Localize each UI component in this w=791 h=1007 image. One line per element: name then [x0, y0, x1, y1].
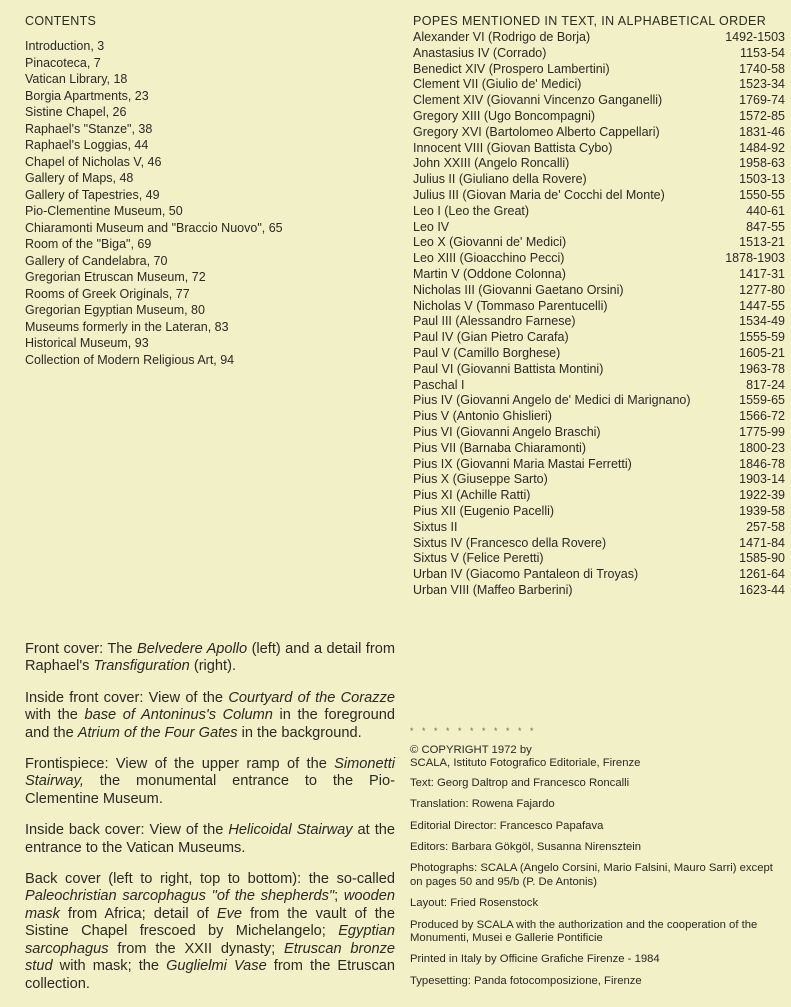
- pope-years: 1277-80: [739, 282, 785, 297]
- pope-name: Paul III (Alessandro Farnese): [413, 314, 576, 329]
- pope-row: [413, 188, 785, 204]
- pope-years: 1623-44: [739, 582, 785, 597]
- pope-years: 1550-55: [739, 187, 785, 202]
- pope-row: [413, 30, 785, 46]
- contents-item: Raphael's "Stanze", 38: [25, 121, 153, 136]
- pope-years: 1572-85: [739, 108, 785, 123]
- pope-years: 1555-59: [739, 330, 785, 345]
- caption-text: with mask; the: [52, 958, 167, 975]
- pope-name: Alexander VI (Rodrigo de Borja): [413, 30, 591, 44]
- caption-text: from the XXII dynasty;: [108, 940, 284, 957]
- contents-item: Chiaramonti Museum and "Braccio Nuovo", 65: [25, 220, 283, 235]
- contents-item: Rooms of Greek Originals, 77: [25, 286, 190, 301]
- pope-name: Clement VII (Giulio de' Medici): [413, 77, 582, 92]
- caption-text: (left) and a detail from Raphael's: [25, 641, 395, 675]
- italic-title: Guglielmi Vase: [166, 958, 267, 975]
- caption-text: Frontispiece: View of the upper ramp of the: [25, 756, 335, 773]
- pope-years: 1492-1503: [725, 30, 785, 44]
- italic-title: Helicoidal Stairway: [228, 822, 353, 839]
- credit-line: Photographs: SCALA (Angelo Corsini, Mario Falsini, Mauro Sarri) except on pages 50 and 95/b (P. De Antonis): [410, 862, 773, 888]
- pope-name: Gregory XVI (Bartolomeo Alberto Cappellari): [413, 124, 660, 139]
- credit-line: Editorial Director: Francesco Papafava: [410, 819, 604, 832]
- pope-years: 1523-34: [739, 77, 785, 92]
- pope-row: [413, 457, 785, 473]
- pope-name: Urban VIII (Maffeo Barberini): [413, 582, 573, 597]
- pope-row: [413, 567, 785, 583]
- pope-row: [413, 378, 785, 394]
- credit-line: Typesetting: Panda fotocomposizione, Firenze: [410, 974, 642, 987]
- popes-list: [413, 30, 785, 599]
- pope-row: [413, 551, 785, 567]
- contents-item: Gallery of Candelabra, 70: [25, 253, 168, 268]
- publisher-line: SCALA, Istituto Fotografico Editoriale, Firenze: [410, 757, 641, 770]
- caption-text: with the: [25, 707, 85, 724]
- pope-row: [413, 488, 785, 504]
- caption-text: Inside front cover: View of the: [25, 689, 229, 706]
- pope-name: Pius VI (Giovanni Angelo Braschi): [413, 424, 601, 439]
- pope-name: Leo IV: [413, 219, 450, 234]
- pope-years: 1513-21: [739, 235, 785, 250]
- pope-row: [413, 346, 785, 362]
- pope-years: 817-24: [746, 377, 785, 392]
- pope-years: 1740-58: [739, 61, 785, 76]
- cover-caption: [25, 822, 395, 857]
- pope-row: [413, 283, 785, 299]
- pope-name: Pius XII (Eugenio Pacelli): [413, 503, 555, 518]
- pope-name: Paul V (Camillo Borghese): [413, 345, 561, 360]
- italic-title: Transfiguration: [93, 658, 190, 675]
- pope-name: Pius VII (Barnaba Chiaramonti): [413, 440, 586, 455]
- pope-row: [413, 109, 785, 125]
- pope-years: 1585-90: [739, 551, 785, 566]
- pope-years: 1775-99: [739, 424, 785, 439]
- pope-years: 1846-78: [739, 456, 785, 471]
- pope-years: 440-61: [746, 203, 785, 218]
- pope-name: John XXIII (Angelo Roncalli): [413, 156, 570, 171]
- italic-title: base of Antoninus's Column: [84, 707, 273, 724]
- caption-text: Inside back cover: View of the: [25, 822, 229, 839]
- credit-line: Printed in Italy by Officine Grafiche Firenze - 1984: [410, 953, 660, 966]
- contents-item: Pinacoteca, 7: [25, 55, 101, 70]
- contents-item: Gregorian Etruscan Museum, 72: [25, 270, 206, 284]
- pope-years: 1878-1903: [725, 251, 785, 266]
- contents-title: CONTENTS: [25, 14, 97, 28]
- pope-name: Clement XIV (Giovanni Vincenzo Ganganelli): [413, 93, 663, 108]
- pope-name: Nicholas III (Giovanni Gaetano Orsini): [413, 282, 624, 297]
- pope-row: [413, 93, 785, 109]
- italic-title: Belvedere Apollo: [136, 641, 248, 657]
- copyright-line: © COPYRIGHT 1972 by: [410, 744, 532, 756]
- contents-item: Gallery of Maps, 48: [25, 171, 134, 185]
- pope-name: Leo X (Giovanni de' Medici): [413, 235, 567, 250]
- contents-item: Gregorian Egyptian Museum, 80: [25, 303, 205, 317]
- pope-years: 1939-58: [739, 503, 785, 518]
- pope-name: Urban IV (Giacomo Pantaleon di Troyas): [413, 567, 639, 582]
- pope-years: 1922-39: [739, 488, 785, 503]
- caption-text: in the foreground and the: [25, 707, 395, 741]
- caption-text: at the entrance to the Vatican Museums.: [25, 822, 395, 856]
- pope-years: 1566-72: [739, 409, 785, 424]
- cover-caption: [25, 871, 395, 993]
- pope-name: Pius X (Giuseppe Sarto): [413, 472, 548, 487]
- contents-item: Collection of Modern Religious Art, 94: [25, 352, 235, 367]
- pope-name: Pius IV (Giovanni Angelo de' Medici di Marignano): [413, 393, 691, 408]
- contents-item: Gallery of Tapestries, 49: [25, 187, 160, 202]
- credit-line: Translation: Rowena Fajardo: [410, 798, 555, 811]
- credit-line: Text: Georg Daltrop and Francesco Roncalli: [410, 776, 630, 789]
- pope-name: Julius III (Giovan Maria de' Cocchi del Monte): [413, 187, 665, 202]
- pope-row: [413, 504, 785, 520]
- contents-item: Historical Museum, 93: [25, 336, 149, 350]
- caption-text: (right).: [189, 658, 236, 675]
- italic-title: Egyptian sarcophagus: [25, 923, 395, 957]
- italic-title: Simonetti Stairway,: [25, 756, 395, 790]
- pope-row: [413, 235, 785, 251]
- pope-row: [413, 409, 785, 425]
- caption-text: the monumental entrance to the Pio-Clementine Museum.: [25, 773, 395, 807]
- pope-row: [413, 62, 785, 78]
- contents-item: Chapel of Nicholas V, 46: [25, 154, 162, 169]
- pope-years: 1963-78: [739, 361, 785, 376]
- pope-row: [413, 393, 785, 409]
- pope-years: 1447-55: [739, 298, 785, 313]
- pope-row: [413, 362, 785, 378]
- contents-item: Pio-Clementine Museum, 50: [25, 204, 183, 218]
- caption-text: from Africa; detail of: [59, 905, 217, 922]
- pope-name: Julius II (Giuliano della Rovere): [413, 172, 587, 187]
- pope-row: [413, 583, 785, 599]
- caption-text: Back cover (left to right, top to bottom): the so-called: [25, 871, 395, 888]
- pope-name: Paschal I: [413, 377, 465, 392]
- pope-row: [413, 536, 785, 552]
- contents-item: Raphael's Loggias, 44: [25, 138, 149, 152]
- caption-text: from the vault of the Sistine Chapel frescoed by Michelangelo;: [25, 905, 395, 940]
- pope-years: 1769-74: [739, 93, 785, 108]
- pope-row: [413, 330, 785, 346]
- pope-name: Sixtus II: [413, 519, 458, 534]
- popes-section: [413, 14, 785, 599]
- cover-caption: [25, 756, 395, 808]
- pope-name: Leo I (Leo the Great): [413, 203, 530, 218]
- pope-years: 1484-92: [739, 140, 785, 155]
- pope-row: [413, 267, 785, 283]
- pope-name: Sixtus V (Felice Peretti): [413, 551, 544, 566]
- italic-title: Courtyard of the Corazze: [228, 689, 395, 706]
- pope-name: Martin V (Oddone Colonna): [413, 266, 566, 281]
- italic-title: Paleochristian sarcophagus "of the shepherds": [25, 888, 335, 905]
- pope-row: [413, 125, 785, 141]
- pope-name: Leo XIII (Gioacchino Pecci): [413, 251, 565, 266]
- pope-years: 1153-54: [740, 45, 785, 60]
- pope-years: 1471-84: [739, 535, 785, 550]
- pope-row: [413, 251, 785, 267]
- pope-years: 1831-46: [739, 124, 785, 139]
- pope-row: [413, 46, 785, 62]
- copyright-block: [410, 744, 785, 771]
- pope-name: Innocent VIII (Giovan Battista Cybo): [413, 140, 613, 155]
- pope-years: 1605-21: [739, 345, 785, 360]
- pope-name: Pius XI (Achille Ratti): [413, 488, 531, 503]
- contents-item: Introduction, 3: [25, 39, 105, 53]
- caption-text: ;: [334, 888, 344, 905]
- credits-section: [410, 726, 785, 996]
- contents-item: Borgia Apartments, 23: [25, 88, 149, 103]
- pope-name: Paul IV (Gian Pietro Carafa): [413, 330, 569, 345]
- credit-line: Layout: Fried Rosenstock: [410, 897, 539, 910]
- pope-years: 1417-31: [739, 266, 785, 281]
- pope-row: [413, 472, 785, 488]
- pope-row: [413, 77, 785, 93]
- pope-name: Sixtus IV (Francesco della Rovere): [413, 535, 607, 550]
- italic-title: Atrium of the Four Gates: [77, 724, 238, 741]
- cover-caption: [25, 641, 395, 676]
- contents-list: [25, 38, 395, 368]
- contents-item: Museums formerly in the Lateran, 83: [25, 319, 229, 334]
- pope-row: [413, 441, 785, 457]
- pope-row: [413, 314, 785, 330]
- pope-years: 1800-23: [739, 440, 785, 455]
- pope-name: Nicholas V (Tommaso Parentucelli): [413, 298, 608, 313]
- pope-years: 847-55: [746, 219, 785, 234]
- pope-name: Pius V (Antonio Ghislieri): [413, 409, 552, 424]
- contents-item: Room of the "Biga", 69: [25, 237, 152, 251]
- pope-row: [413, 156, 785, 172]
- cover-descriptions: [25, 641, 395, 1007]
- pope-years: 1534-49: [739, 314, 785, 329]
- pope-row: [413, 520, 785, 536]
- pope-row: [413, 299, 785, 315]
- italic-title: Eve: [216, 905, 243, 922]
- pope-name: Gregory XIII (Ugo Boncompagni): [413, 108, 596, 123]
- pope-years: 1261-64: [739, 567, 785, 582]
- pope-row: [413, 425, 785, 441]
- caption-text: Front cover: The: [25, 641, 137, 657]
- credit-lines: [410, 777, 785, 988]
- contents-section: [25, 14, 395, 368]
- pope-years: 257-58: [746, 519, 785, 534]
- credit-line: Produced by SCALA with the authorization and the cooperation of the Monumenti, Musei e Gallerie Pontificie: [410, 918, 758, 945]
- caption-text: in the background.: [237, 724, 362, 741]
- contents-item: Sistine Chapel, 26: [25, 105, 127, 119]
- pope-row: [413, 172, 785, 188]
- star-divider: * * * * * * * * * * *: [410, 726, 537, 736]
- pope-name: Anastasius IV (Corrado): [413, 45, 547, 60]
- popes-title: POPES MENTIONED IN TEXT, IN ALPHABETICAL ORDER: [413, 14, 767, 28]
- pope-row: [413, 220, 785, 236]
- pope-years: 1559-65: [739, 393, 785, 408]
- italic-title: wooden mask: [25, 888, 396, 922]
- italic-title: Etruscan bronze stud: [25, 940, 395, 975]
- cover-caption: [25, 690, 395, 742]
- pope-years: 1958-63: [739, 156, 785, 171]
- pope-name: Pius IX (Giovanni Maria Mastai Ferretti): [413, 456, 632, 471]
- caption-text: from the Etruscan collection.: [25, 958, 395, 992]
- credit-line: Editors: Barbara Gökgöl, Susanna Nirensztein: [410, 841, 642, 854]
- pope-years: 1503-13: [739, 172, 785, 187]
- pope-years: 1903-14: [739, 472, 785, 487]
- pope-row: [413, 141, 785, 157]
- contents-item: Vatican Library, 18: [25, 72, 128, 86]
- pope-name: Benedict XIV (Prospero Lambertini): [413, 61, 610, 76]
- pope-row: [413, 204, 785, 220]
- pope-name: Paul VI (Giovanni Battista Montini): [413, 361, 604, 376]
